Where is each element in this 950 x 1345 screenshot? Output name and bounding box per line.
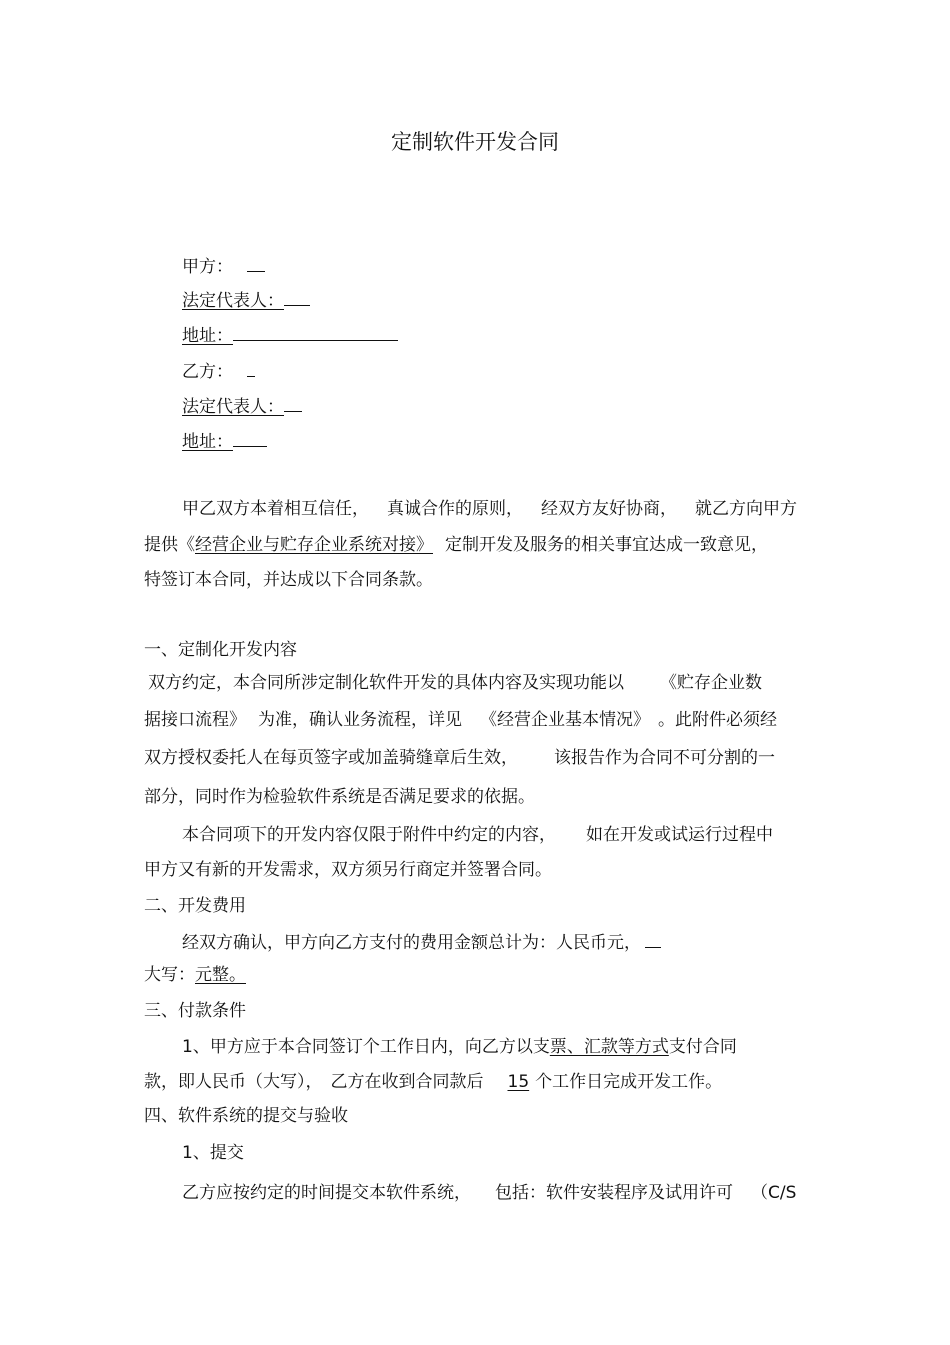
section-3-line-2: [144, 1071, 722, 1093]
party-a-rep-label: 法定代表人：: [182, 291, 284, 311]
fee-upper-value: 元整。: [195, 965, 246, 985]
section-1-para-2-line-2: 甲方又有新的开发需求，双方须另行商定并签署合同。: [144, 860, 552, 880]
intro-line-3: 特签订本合同，并达成以下合同条款。: [144, 570, 433, 590]
party-a-rep-blank: [284, 288, 310, 306]
party-a-line: [182, 254, 265, 278]
sec1-l1a: 双方约定，本合同所涉定制化软件开发的具体内容及实现功能以: [148, 673, 624, 693]
party-a-addr-label: 地址：: [182, 326, 233, 346]
party-b-addr-blank: [233, 429, 267, 447]
intro-prefix: 提供《: [144, 535, 195, 555]
section-2-heading: 二、开发费用: [144, 896, 246, 916]
sec1-p2a: 本合同项下的开发内容仅限于附件中约定的内容，: [182, 825, 556, 845]
sec4-l1c: （C/S: [751, 1183, 797, 1203]
section-1-line-4: 部分，同时作为检验软件系统是否满足要求的依据。: [144, 787, 535, 807]
party-b-label: 乙方：: [182, 362, 233, 382]
intro-line-1: [182, 498, 797, 520]
section-1-para-2-line-1: [182, 824, 773, 846]
intro-seg-4: 就乙方向甲方: [695, 499, 797, 519]
section-1-line-3: [144, 747, 775, 769]
sec3-l2a: 款，即人民币（大写），: [144, 1072, 323, 1092]
fee-blank: [645, 930, 661, 948]
section-4-heading: 四、软件系统的提交与验收: [144, 1106, 348, 1126]
section-4-sub-1: 1、提交: [182, 1143, 244, 1163]
payment-method: 票、汇款等方式: [549, 1037, 669, 1057]
sec1-l1b: 《贮存企业数: [660, 673, 762, 693]
sec1-l3b: 该报告作为合同不可分割的一: [554, 748, 775, 768]
party-a-addr-line: [182, 323, 398, 347]
sec3-l1a: 1、甲方应于本合同签订个工作日内，向乙方以支: [182, 1037, 550, 1057]
party-b-line: [182, 359, 255, 383]
party-b-rep-line: [182, 394, 302, 418]
intro-seg-1: 甲乙双方本着相互信任，: [182, 499, 369, 519]
party-b-blank: [247, 359, 255, 377]
party-b-rep-blank: [284, 394, 302, 412]
sec1-l2d: 。此附件必须经: [658, 710, 777, 730]
party-a-label: 甲方：: [182, 257, 233, 277]
section-4-line-1: [182, 1182, 796, 1204]
party-a-rep-line: [182, 288, 310, 312]
party-b-addr-label: 地址：: [182, 432, 233, 452]
page-title: 定制软件开发合同: [391, 130, 559, 154]
party-a-blank: [247, 254, 265, 272]
section-1-heading: 一、定制化开发内容: [144, 640, 297, 660]
party-b-addr-line: [182, 429, 267, 453]
sec3-l1c: 支付合同: [668, 1037, 737, 1057]
sec1-l2c: 《经营企业基本情况》: [480, 710, 650, 730]
section-3-line-1: [182, 1036, 737, 1058]
sec1-p2b: 如在开发或试运行过程中: [586, 825, 773, 845]
intro-suffix: 定制开发及服务的相关事宜达成一致意见，: [445, 535, 768, 555]
sec1-l2a: 据接口流程》: [144, 710, 246, 730]
sec1-l3a: 双方授权委托人在每页签字或加盖骑缝章后生效，: [144, 748, 518, 768]
section-1-line-1: [148, 672, 762, 694]
section-1-line-2: [144, 709, 777, 731]
section-2-line-1: [182, 930, 661, 954]
sec1-l2b: 为准，确认业务流程，详见: [258, 710, 462, 730]
section-2-line-2: [144, 964, 246, 986]
section-3-heading: 三、付款条件: [144, 1001, 246, 1021]
sec4-l1a: 乙方应按约定的时间提交本软件系统，: [182, 1183, 471, 1203]
sec3-l2b: 乙方在收到合同款后: [330, 1072, 484, 1092]
party-a-addr-blank: [233, 323, 398, 341]
fee-upper-label: 大写：: [144, 965, 195, 985]
intro-seg-3: 经双方友好协商，: [541, 499, 677, 519]
sec3-l2d: 个工作日完成开发工作。: [535, 1072, 723, 1092]
project-name: 经营企业与贮存企业系统对接》: [195, 535, 433, 555]
intro-line-2: [144, 534, 768, 556]
intro-seg-2: 真诚合作的原则，: [387, 499, 523, 519]
fee-text: 经双方确认，甲方向乙方支付的费用金额总计为：人民币元，: [182, 933, 641, 953]
work-days: 15: [507, 1072, 530, 1092]
party-b-rep-label: 法定代表人：: [182, 397, 284, 417]
sec4-l1b: 包括：软件安装程序及试用许可: [495, 1183, 733, 1203]
